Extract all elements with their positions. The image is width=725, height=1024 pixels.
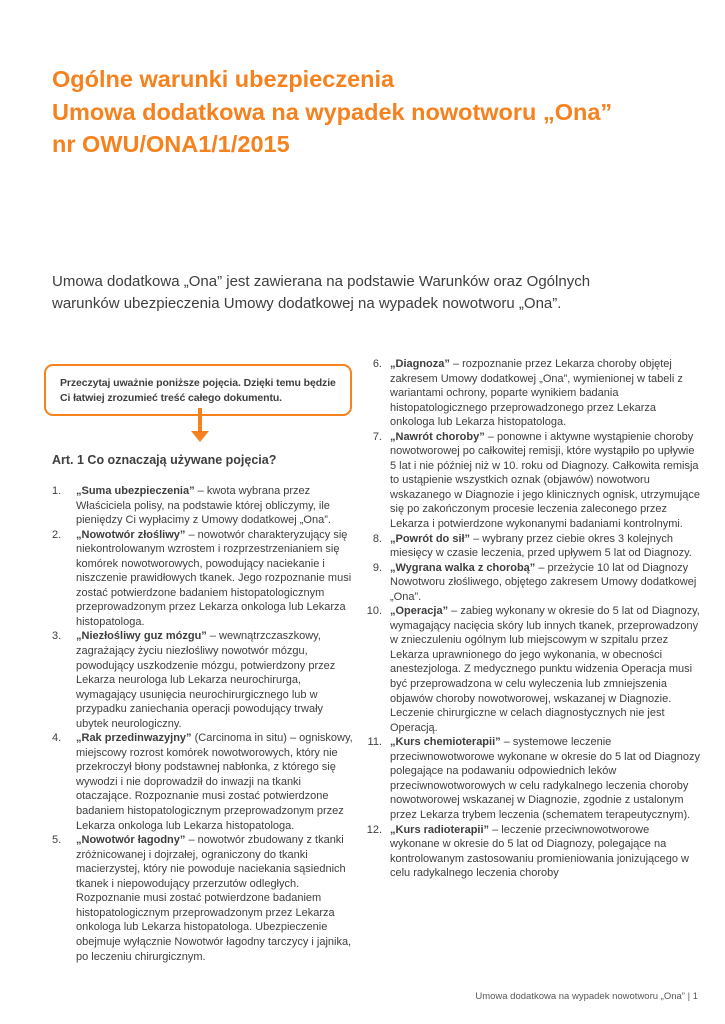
definition-term: „Rak przedinwazyjny” <box>76 732 192 745</box>
intro-paragraph: Umowa dodatkowa „Ona” jest zawierana na podstawie Warunków oraz Ogólnych warunków ubezpieczenia Umowy dodatkowej na wypadek nowotworu „Ona”. <box>52 273 591 312</box>
definition-number: 2. <box>52 528 62 541</box>
definition-number: 5. <box>52 834 62 847</box>
definition-term: „Kurs radioterapii” <box>390 823 490 836</box>
definition-term: „Wygrana walka z chorobą” <box>390 561 536 574</box>
definition-item <box>366 735 700 822</box>
definition-item <box>52 528 355 630</box>
definition-item <box>366 604 700 735</box>
definition-term: „Powrót do sił” <box>390 532 471 545</box>
definition-item <box>366 357 700 430</box>
page-footer: Umowa dodatkowa na wypadek nowotworu „Ona” | 1 <box>475 991 698 1002</box>
page-title <box>52 63 692 161</box>
definition-term: „Operacja” <box>390 605 449 618</box>
definition-item <box>52 833 355 964</box>
definition-term: „Niezłośliwy guz mózgu” <box>76 630 207 643</box>
definition-number: 3. <box>52 630 62 643</box>
definition-term: „Suma ubezpieczenia” <box>76 485 195 497</box>
definition-text: „Nawrót choroby” – ponowne i aktywne wystąpienie choroby nowotworowej po całkowitej remisji, które wystąpiło po upływie 5 lat i nie później niż w 10. roku od Diagnozy. Całkowita remisja to ustąpienie wszystkich oznak (objawów) nowotworu wskazanego w Diagnozie i jego klinicznych ognisk, utrzymujące się po zakończonym procesie leczenia zaleconego przez Lekarza i potwierdzone wykonanymi badaniami kontrolnymi. <box>390 430 700 531</box>
definition-text: „Operacja” – zabieg wykonany w okresie do 5 lat od Diagnozy, wymagający nacięcia skóry lub innych tkanek, przeprowadzony w znieczuleniu ogólnym lub miejscowym w szpitalu przez Lekarza uprawnionego do jego wykonania, w obecności anestezjologa. Z medycznego punktu widzenia Operacja musi być przeprowadzona w celu wyleczenia lub zmniejszenia objawów choroby nowotworowej, wskazanej w Diagnozie. Leczenie chirurgiczne w celach diagnostycznych nie jest Operacją. <box>390 605 700 734</box>
definition-text: „Powrót do sił” – wybrany przez ciebie okres 3 kolejnych miesięcy w czasie leczenia, przed upływem 5 lat od Diagnozy. <box>390 532 692 560</box>
definition-text: „Suma ubezpieczenia” – kwota wybrana przez Właściciela polisy, na podstawie której obliczymy, ile pieniędzy Ci wypłacimy z Umowy dodatkowej „Ona”. <box>76 485 331 527</box>
definition-term: „Diagnoza” <box>390 358 450 370</box>
definition-text: „Kurs chemioterapii” – systemowe leczenie przeciwnowotworowe wykonane w okresie do 5 lat od Diagnozy polegające na podawaniu odpowiednich leków przeciwnowotworowych w celu radykalnego leczenia choroby nowotworowej wskazanej w Diagnozie, zgodnie z ustalonym przez Lekarza trybem leczenia (schematem terapeutycznym). <box>390 736 700 821</box>
definition-number: 9. <box>372 561 382 574</box>
definition-item <box>52 484 355 528</box>
definition-text: „Rak przedinwazyjny” (Carcinoma in situ) – ogniskowy, miejscowy rozrost komórek nowotworowych, który nie przekroczył błony podstawnej nabłonka, z którego się wywodzi i nie doprowadził do inwazji na tkanki otaczające. Rozpoznanie musi zostać potwierdzone badaniem histopatologicznym przeprowadzonym przez Lekarza onkologa lub Lekarza histopatologa. <box>76 732 353 832</box>
definition-term: „Nowotwór łagodny” <box>76 834 186 847</box>
definition-number: 7. <box>372 430 382 443</box>
definition-text: „Niezłośliwy guz mózgu” – wewnątrzczaszkowy, zagrażający życiu niezłośliwy nowotwór mózgu, powodujący uszkodzenie mózgu, potwierdzony przez Lekarza neurologa lub Lekarza neurochirurga, wymagający usunięcia neurochirurgicznego lub w przypadku zaniechania operacji powodujący trwały ubytek neurologiczny. <box>76 630 336 730</box>
definition-number: 1. <box>52 485 62 497</box>
definition-term: „Kurs chemioterapii” <box>390 736 501 749</box>
definition-item <box>366 823 700 881</box>
definition-item <box>366 430 700 532</box>
down-arrow-shaft <box>198 408 202 432</box>
definitions-list-left <box>52 484 355 964</box>
title-line-3: nr OWU/ONA1/1/2015 <box>52 131 290 157</box>
definition-text: „Kurs radioterapii” – leczenie przeciwnowotworowe wykonane w okresie do 5 lat od Diagnozy, polegające na kontrolowanym zastosowaniu promieniowania jonizującego w celu radykalnego leczenia choroby <box>390 823 689 880</box>
title-line-2: Umowa dodatkowa na wypadek nowotworu „Ona” <box>52 98 613 125</box>
definition-item <box>52 629 355 731</box>
definition-number: 10. <box>366 605 382 618</box>
definition-number: 6. <box>372 358 382 370</box>
definition-term: „Nawrót choroby” <box>390 430 485 443</box>
down-arrow-head <box>191 431 209 442</box>
definition-item <box>366 532 700 561</box>
definition-text: „Diagnoza” – rozpoznanie przez Lekarza choroby objętej zakresem Umowy dodatkowej „Ona”, wymienionej w tabeli z wariantami ochrony, poparte wynikiem badania histopatologicznego przeprowadzonego przez Lekarza onkologa lub Lekarza histopatologa. <box>390 358 683 429</box>
definition-item <box>366 561 700 605</box>
definition-number: 4. <box>52 732 62 745</box>
definition-number: 8. <box>372 532 382 545</box>
definition-text: „Wygrana walka z chorobą” – przeżycie 10 lat od Diagnozy Nowotworu złośliwego, objętego zakresem Umowy dodatkowej „Ona”. <box>390 561 697 603</box>
title-line-1: Ogólne warunki ubezpieczenia <box>52 66 395 92</box>
notice-text: Przeczytaj uważnie poniższe pojęcia. Dzięki temu będzie Ci łatwiej zrozumieć treść całego dokumentu. <box>60 377 336 404</box>
definition-number: 12. <box>366 823 382 836</box>
definition-term: „Nowotwór złośliwy” <box>76 528 186 541</box>
definition-text: „Nowotwór złośliwy” – nowotwór charakteryzujący się niekontrolowanym wzrostem i rozprzestrzenianiem się komórek nowotworowych, powodujący naciekanie i niszczenie prawidłowych tkanek. Jego rozpoznanie musi zostać potwierdzone badaniem histopatologicznym przeprowadzonym przez Lekarza onkologa lub Lekarza histopatologa. <box>76 528 352 628</box>
definition-text: „Nowotwór łagodny” – nowotwór zbudowany z tkanki zróżnicowanej i dojrzałej, ograniczony do tkanki macierzystej, który nie powoduje naciekania sąsiednich tkanek i niepowodujący przerzutów odległych. Rozpoznanie musi zostać potwierdzone badaniem histopatologicznym przeprowadzonym przez Lekarza onkologa lub Lekarza histopatologa. Ubezpieczenie obejmuje wyłącznie Nowotwór łagodny tarczycy i jajnika, po leczeniu chirurgicznym. <box>76 834 352 963</box>
definitions-list-right <box>366 357 700 881</box>
definition-number: 11. <box>367 736 382 749</box>
article-heading: Art. 1 Co oznaczają używane pojęcia? <box>52 453 277 467</box>
definition-item <box>52 731 355 833</box>
